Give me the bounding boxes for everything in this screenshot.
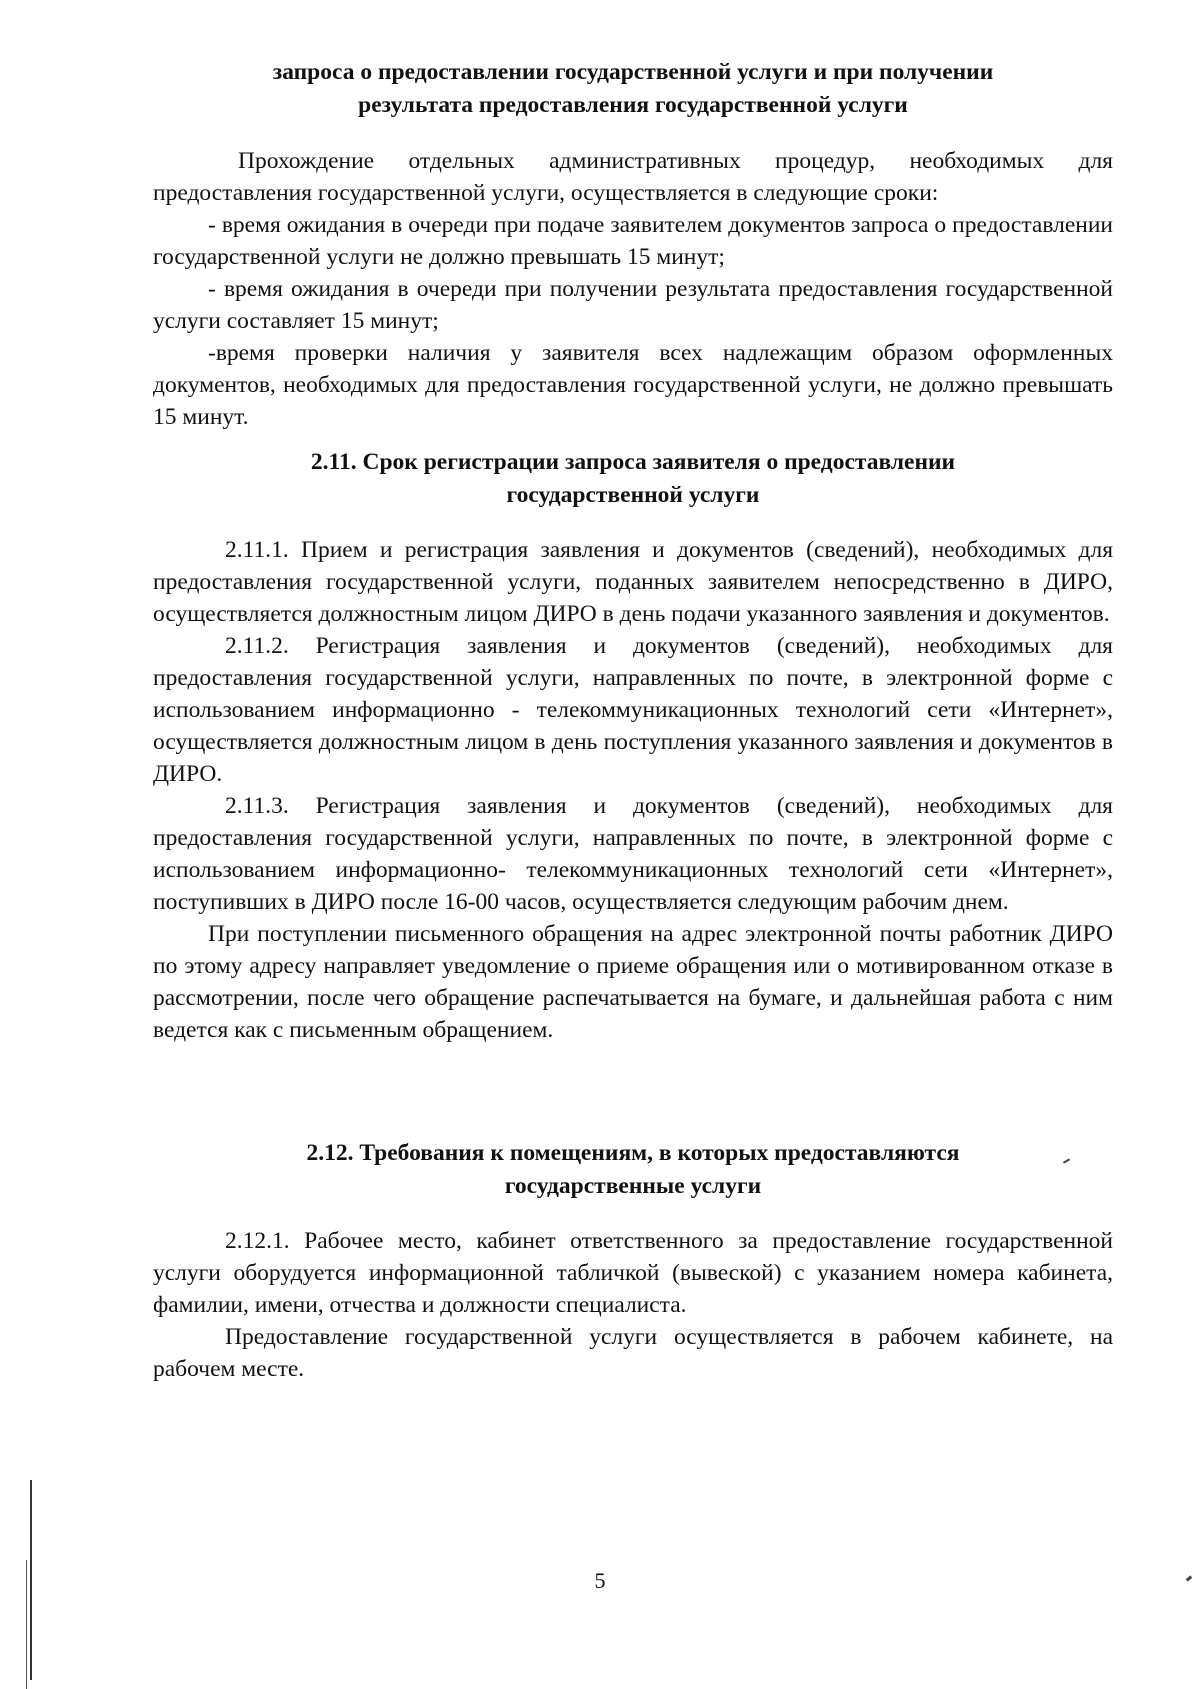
section-2-12-heading [153,1137,1113,1203]
section-paragraph: Предоставление государственной услуги осуществляется в рабочем кабинете, на рабочем месте. [153,1324,1113,1382]
intro-section [153,145,1113,433]
intro-paragraph: - время ожидания в очереди при получении результата предоставления государственной услуги составляет 15 минут; [153,276,1113,334]
intro-paragraph: -время проверки наличия у заявителя всех надлежащим образом оформленных документов, необходимых для предоставления государственной услуги, не должно превышать 15 минут. [153,340,1113,430]
top-heading [153,56,1113,122]
section-paragraph: 2.12.1. Рабочее место, кабинет ответственного за предоставление государственной услуги оборудуется информационной табличкой (вывеской) с указанием номера кабинета, фамилии, имени, отчества и должности специалиста. [153,1228,1113,1318]
top-heading-line-2: результата предоставления государственной услуги [358,92,908,118]
section-paragraph: При поступлении письменного обращения на адрес электронной почты работник ДИРО по этому адресу направляет уведомление о приеме обращения или о мотивированном отказе в рассмотрении, после чего обращение распечатывается на бумаге, и дальнейшая работа с ним ведется как с письменным обращением. [153,921,1113,1043]
scan-margin-line [30,1480,32,1680]
section-2-11-heading-line-2: государственной услуги [506,482,760,508]
page-number: 5 [594,1568,606,1593]
section-paragraph: 2.11.2. Регистрация заявления и документов (сведений), необходимых для предоставления государственной услуги, направленных по почте, в электронной форме с использованием информационно - телекоммуникационных технологий сети «Интернет», осуществляется должностным лицом в день поступления указанного заявления и документов в ДИРО. [153,633,1113,787]
section-paragraph: 2.11.1. Прием и регистрация заявления и документов (сведений), необходимых для предоставления государственной услуги, поданных заявителем непосредственно в ДИРО, осуществляется должностным лицом ДИРО в день подачи указанного заявления и документов. [153,537,1113,627]
intro-paragraph: - время ожидания в очереди при подаче заявителем документов запроса о предоставлении государственной услуги не должно превышать 15 минут; [153,212,1113,270]
top-heading-line-1: запроса о предоставлении государственной услуги и при получении [272,59,994,85]
section-2-12-heading-line-1: 2.12. Требования к помещениям, в которых предоставляются [306,1140,960,1166]
scan-margin-line [26,1560,27,1689]
section-2-11-heading [153,446,1113,512]
section-2-11-body [153,534,1113,1046]
section-paragraph: 2.11.3. Регистрация заявления и документов (сведений), необходимых для предоставления государственной услуги, направленных по почте, в электронной форме с использованием информационно- телекоммуникационных технологий сети «Интернет», поступивших в ДИРО после 16-00 часов, осуществляется следующим рабочим днем. [153,793,1113,915]
intro-paragraph: Прохождение отдельных административных процедур, необходимых для предоставления государственной услуги, осуществляется в следующие сроки: [153,148,1113,206]
section-2-12-body [153,1225,1113,1385]
section-2-11-heading-line-1: 2.11. Срок регистрации запроса заявителя о предоставлении [310,449,956,475]
section-2-12-heading-line-2: государственные услуги [504,1173,762,1199]
